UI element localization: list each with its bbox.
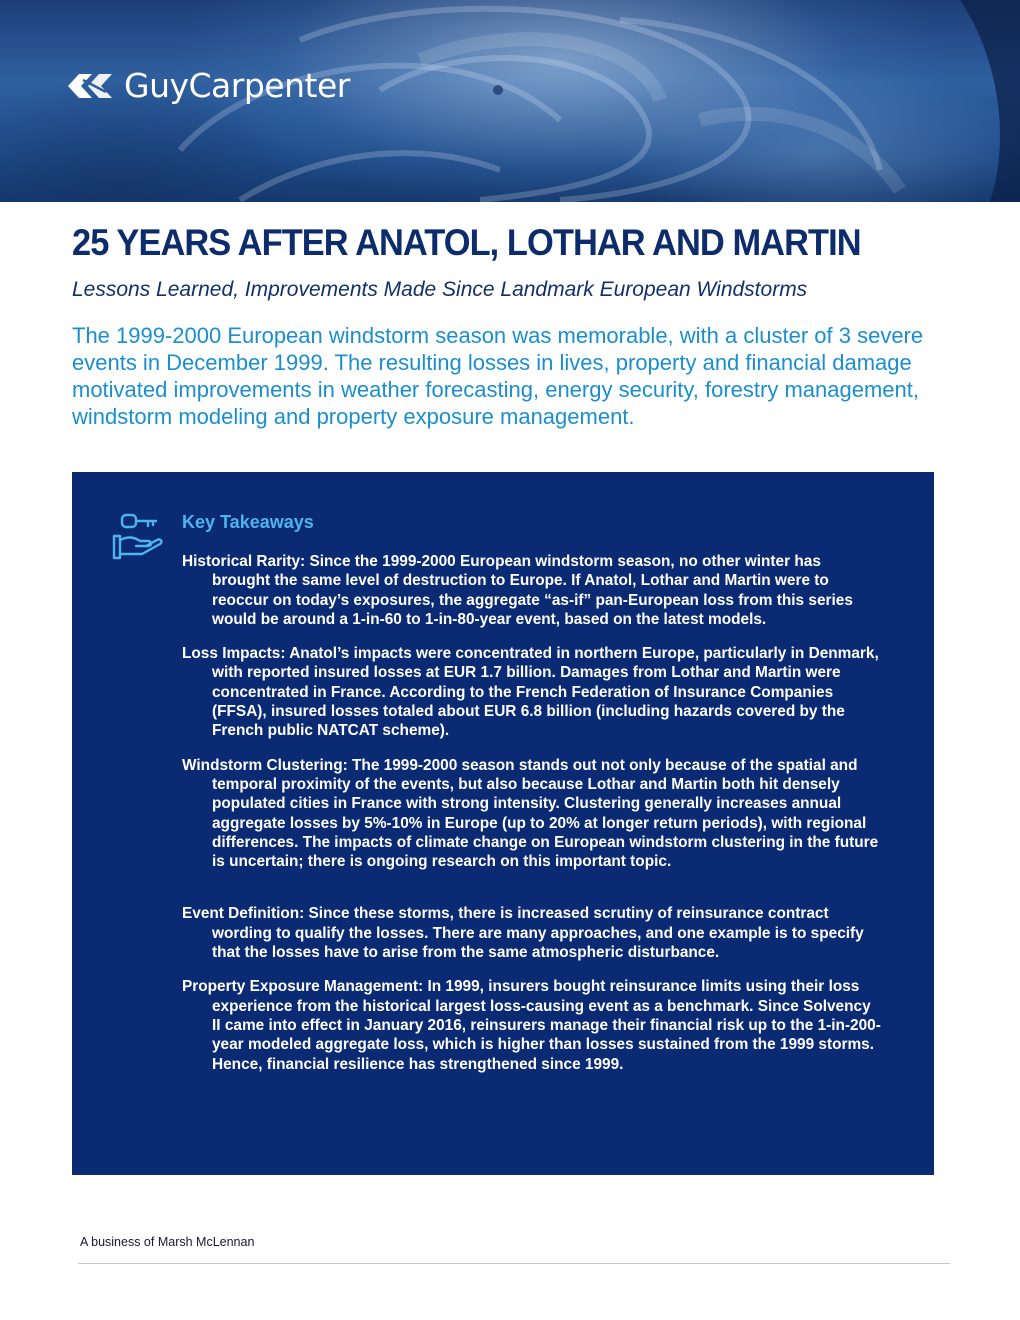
- key-takeaways-heading: Key Takeaways: [182, 512, 314, 532]
- takeaway-property-exposure: Property Exposure Management: In 1999, insurers bought reinsurance limits using their loss experience from the historical largest loss-causing event as a benchmark. Since Solvency II came into effect in January 2016, reinsurers manage their financial risk up to the 1-in-200-year modeled aggregate loss, which is higher than losses sustained from the 1999 storms. Hence, financial resilience has strengthened since 1999.: [182, 978, 881, 1073]
- footer-text: A business of Marsh McLennan: [80, 1235, 255, 1249]
- footer-divider: [78, 1263, 950, 1264]
- takeaway-windstorm-clustering: Windstorm Clustering: The 1999-2000 season stands out not only because of the spatial and temporal proximity of the events, but also because Lothar and Martin both hit densely populated cities in France with strong intensity. Clustering generally increases annual aggregate losses by 5%-10% in Europe (up to 20% at longer return periods), with regional differences. The impacts of climate change on European windstorm clustering in the future is uncertain; there is ongoing research on this important topic.: [182, 756, 879, 871]
- logo-wordmark: GuyCarpenter: [124, 66, 350, 105]
- key-takeaways-panel: [72, 472, 934, 1175]
- hero-banner-image: [0, 0, 1020, 202]
- page-subtitle: Lessons Learned, Improvements Made Since Landmark European Windstorms: [72, 278, 808, 301]
- takeaway-historical-rarity: Historical Rarity: Since the 1999-2000 European windstorm season, no other winter has brought the same level of destruction to Europe. If Anatol, Lothar and Martin were to reoccur on today’s exposures, the aggregate “as-if” pan-European loss from this series would be around a 1-in-60 to 1-in-80-year event, based on the latest models.: [182, 553, 853, 628]
- takeaway-event-definition: Event Definition: Since these storms, there is increased scrutiny of reinsurance contract wording to qualify the losses. There are many approaches, and one example is to specify that the losses have to arise from the same atmospheric disturbance.: [182, 905, 864, 962]
- key-in-hand-icon: [112, 510, 164, 560]
- guy-carpenter-logo-mark-icon: [66, 68, 118, 104]
- intro-paragraph: The 1999-2000 European windstorm season was memorable, with a cluster of 3 severe events in December 1999. The resulting losses in lives, property and financial damage motivated improvements in weather forecasting, energy security, forestry management, windstorm modeling and property exposure management.: [72, 323, 924, 429]
- takeaways-list: [182, 552, 882, 1089]
- guy-carpenter-logo: [66, 68, 350, 104]
- page-title: 25 YEARS AFTER ANATOL, LOTHAR AND MARTIN: [72, 222, 861, 263]
- takeaway-loss-impacts: Loss Impacts: Anatol’s impacts were concentrated in northern Europe, particularly in Denmark, with reported insured losses at EUR 1.7 billion. Damages from Lothar and Martin were concentrated in France. According to the French Federation of Insurance Companies (FFSA), insured losses totaled about EUR 6.8 billion (including hazards covered by the French public NATCAT scheme).: [182, 645, 879, 740]
